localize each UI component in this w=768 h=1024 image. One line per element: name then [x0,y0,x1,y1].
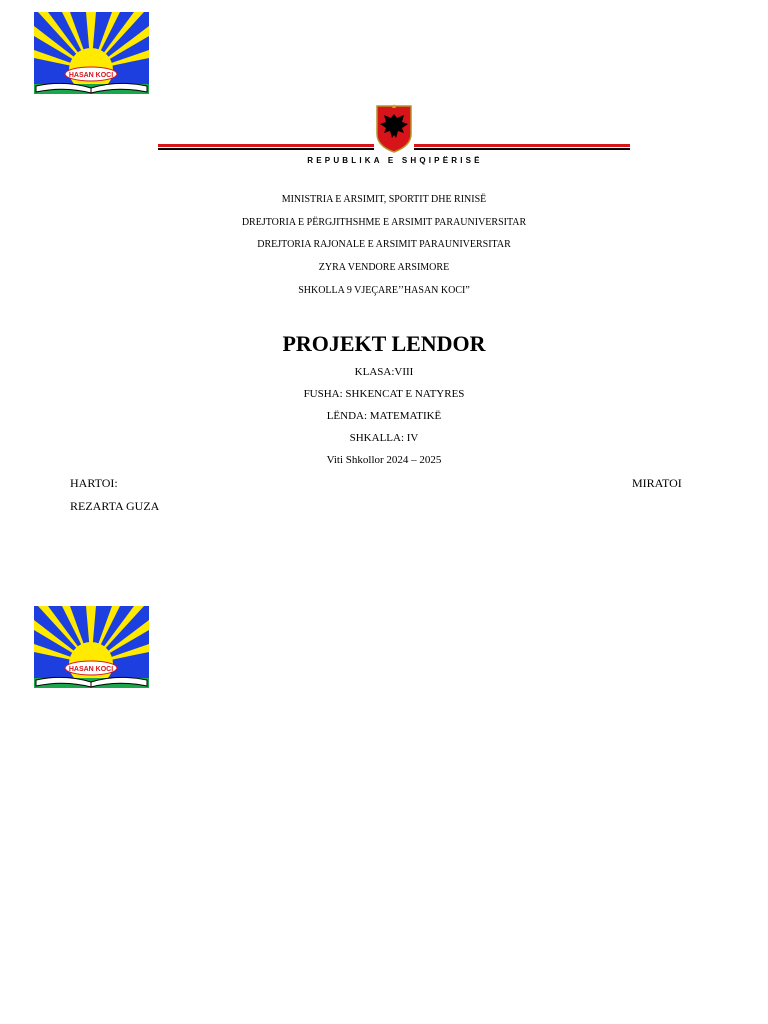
level-line: SHKALLA: IV [349,432,419,444]
education-office-line: ZYRA VENDORE ARSIMORE [318,262,450,273]
svg-text:HASAN KOCI: HASAN KOCI [68,666,114,673]
field-line: FUSHA: SHKENCAT E NATYRES [303,388,465,400]
regional-directorate-line: DREJTORIA RAJONALE E ARSIMIT PARAUNIVERSITAR [257,239,511,250]
school-year-line: Viti Shkollor 2024 – 2025 [326,454,442,466]
school-logo-bottom [34,606,149,688]
author-name: REZARTA GUZA [70,499,160,513]
page-title: PROJEKT LENDOR [282,331,486,356]
republic-label: REPUBLIKA E SHQIPËRISË [307,156,483,165]
general-directorate-line: DREJTORIA E PËRGJITHSHME E ARSIMIT PARAUNIVERSITAR [241,217,527,228]
albanian-coat-of-arms-icon [374,102,414,154]
ministry-line: MINISTRIA E ARSIMIT, SPORTIT DHE RINISË [281,194,487,205]
school-name-line: SHKOLLA 9 VJEÇARE’’HASAN KOCI” [298,285,470,296]
svg-text:HASAN KOCI: HASAN KOCI [68,72,114,79]
class-line: KLASA:VIII [354,366,414,378]
miratoi-label: MIRATOI [632,476,682,490]
republic-header [158,100,632,168]
school-logo-top [34,12,149,94]
subject-line: LËNDA: MATEMATIKË [326,410,442,422]
hartoi-label: HARTOI: [70,476,118,490]
